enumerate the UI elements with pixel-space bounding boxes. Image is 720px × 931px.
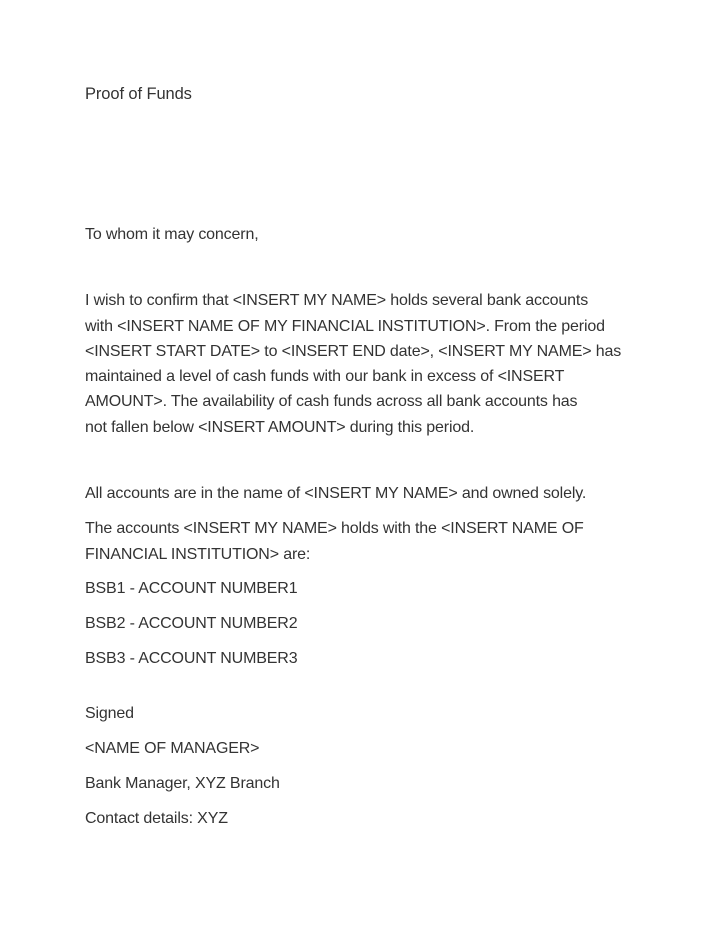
account-line: BSB3 - ACCOUNT NUMBER3	[85, 649, 298, 667]
body-paragraph-2: All accounts are in the name of <INSERT MY NAME> and owned solely.	[85, 485, 587, 503]
account-list	[85, 576, 670, 671]
contact-details: Contact details: XYZ	[85, 810, 228, 828]
document-title: Proof of Funds	[85, 85, 192, 103]
paragraph-line: <INSERT START DATE> to <INSERT END date>, <INSERT MY NAME> has	[85, 342, 622, 360]
salutation: To whom it may concern,	[85, 226, 259, 243]
paragraph-line: not fallen below <INSERT AMOUNT> during this period.	[85, 418, 475, 436]
manager-title: Bank Manager, XYZ Branch	[85, 775, 280, 793]
paragraph-line: The accounts <INSERT MY NAME> holds with the <INSERT NAME OF	[85, 520, 584, 538]
manager-name: <NAME OF MANAGER>	[85, 740, 260, 758]
paragraph-line: maintained a level of cash funds with our bank in excess of <INSERT	[85, 368, 565, 386]
account-line: BSB1 - ACCOUNT NUMBER1	[85, 579, 298, 597]
body-paragraph-1	[85, 288, 670, 440]
signed-label: Signed	[85, 705, 134, 723]
paragraph-line: AMOUNT>. The availability of cash funds across all bank accounts has	[85, 393, 578, 411]
signature-block	[85, 701, 670, 831]
account-line: BSB2 - ACCOUNT NUMBER2	[85, 614, 298, 632]
paragraph-line: I wish to confirm that <INSERT MY NAME> holds several bank accounts	[85, 292, 589, 310]
paragraph-line: with <INSERT NAME OF MY FINANCIAL INSTITUTION>. From the period	[85, 317, 605, 335]
paragraph-line: FINANCIAL INSTITUTION> are:	[85, 545, 311, 563]
body-paragraph-3	[85, 516, 670, 567]
